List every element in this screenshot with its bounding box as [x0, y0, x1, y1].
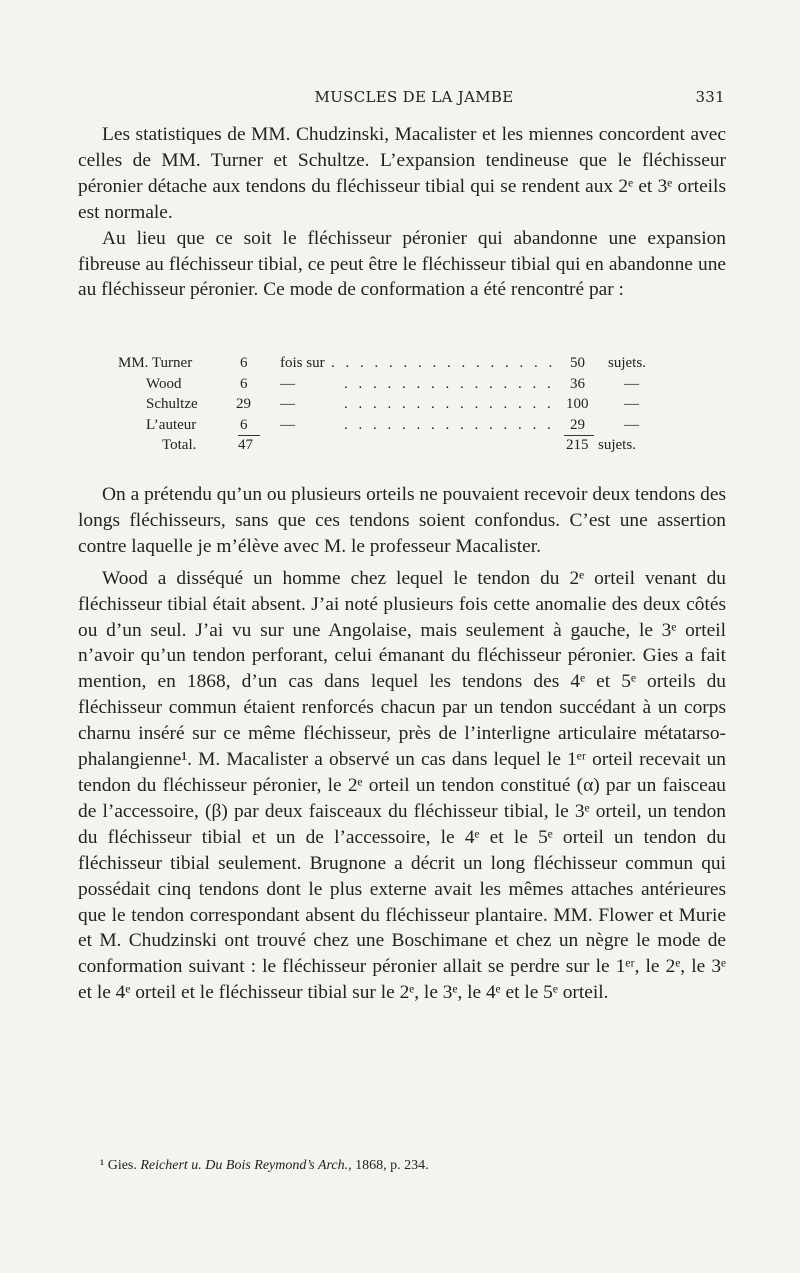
- row-subjects: 36: [570, 375, 585, 392]
- row-author: MM. Turner: [118, 355, 193, 371]
- row-label: —: [280, 396, 295, 412]
- table-row: [118, 376, 658, 397]
- table-row: [118, 355, 658, 376]
- row-label: fois sur: [280, 355, 325, 371]
- total-subjects: 215: [566, 437, 589, 453]
- row-leader-dots: . . . . . . . . . . . . . . .: [344, 375, 555, 392]
- row-unit: —: [624, 416, 639, 433]
- running-header: [103, 88, 725, 110]
- row-leader-dots: . . . . . . . . . . . . . . .: [344, 416, 555, 433]
- row-count: 29: [236, 396, 251, 412]
- total-label: Total.: [162, 437, 197, 453]
- row-unit: —: [624, 375, 639, 392]
- footnote-marker: ¹: [100, 1158, 105, 1173]
- row-leader-dots: . . . . . . . . . . . . . . . .: [331, 355, 556, 371]
- total-unit: sujets.: [598, 437, 636, 453]
- statistics-table: [118, 355, 658, 458]
- paragraph-statistics: Les statistiques de MM. Chudzinski, Macalister et les miennes concordent avec celles de MM. Turner et Schultze. L’expansion tendineuse que le fléchisseur péronier détache aux tendons du fléchisseur tibial qui se rendent aux 2ᵉ et 3ᵉ orteils est normale.: [78, 124, 726, 223]
- paragraph-assertion: On a prétendu qu’un ou plusieurs orteils ne pouvaient recevoir deux tendons des longs fléchisseurs, sans que ces tendons soient confondus. C’est une assertion contre laquelle je m’élève avec M. le professeur Macalister.: [78, 484, 726, 557]
- footnote: [100, 1158, 720, 1174]
- total-rule-count: [238, 435, 260, 436]
- table-row: [118, 417, 658, 438]
- footnote-details: , 1868, p. 234.: [348, 1158, 429, 1173]
- footnote-author: Gies.: [107, 1158, 137, 1173]
- footnote-source: Reichert u. Du Bois Reymond’s Arch.: [140, 1158, 349, 1173]
- row-subjects: 29: [570, 416, 585, 433]
- row-author: L’auteur: [146, 416, 197, 433]
- row-count: 6: [240, 416, 248, 433]
- running-title: MUSCLES DE LA JAMBE: [314, 88, 514, 106]
- body-text-top: [78, 122, 726, 303]
- row-count: 6: [240, 355, 248, 371]
- table-row: [118, 396, 658, 417]
- row-label: —: [280, 375, 295, 392]
- row-unit: —: [624, 396, 639, 412]
- row-label: —: [280, 416, 295, 433]
- table-total-row: [118, 437, 658, 458]
- row-author: Schultze: [146, 396, 198, 412]
- row-leader-dots: . . . . . . . . . . . . . . .: [344, 396, 555, 412]
- paragraph-conformation: Au lieu que ce soit le fléchisseur péronier qui abandonne une expansion fibreuse au fléchisseur tibial, ce peut être le fléchisseur tibial qui en abandonne une au fléchisseur péronier. Ce mode de conformation a été rencontré par :: [78, 227, 726, 301]
- page-number: 331: [695, 88, 725, 106]
- row-unit: sujets.: [608, 355, 646, 371]
- paragraph-cases: Wood a disséqué un homme chez lequel le tendon du 2ᵉ orteil venant du fléchisseur tibial était absent. J’ai noté plusieurs fois cette anomalie des deux côtés ou d’un seul. J’ai vu sur une Angolaise, mais seulement à gauche, le 3ᵉ orteil n’avoir qu’un tendon perforant, celui émanant du fléchisseur péronier. Gies a fait mention, en 1868, d’un cas dans lequel les tendons des 4ᵉ et 5ᵉ orteils du fléchisseur commun étaient renforcés chacun par un tendon succédant à un corps charnu inséré sur ce même fléchisseur, près de l’interligne articulaire métatarso-phalangienne¹. M. Macalister a observé un cas dans lequel le 1ᵉʳ orteil recevait un tendon du fléchisseur péronier, le 2ᵉ orteil un tendon constitué (α) par un faisceau de l’accessoire, (β) par deux faisceaux du fléchisseur tibial, le 3ᵉ orteil, un tendon du fléchisseur tibial et un de l’accessoire, le 4ᵉ et le 5ᵉ orteil un tendon du fléchisseur tibial seulement. Brugnone a décrit un long fléchisseur commun qui possédait cinq tendons dont le plus externe avait les mêmes attaches antérieures que le tendon correspondant absent du fléchisseur plantaire. MM. Flower et Murie et M. Chudzinski ont trouvé chez une Boschimane et chez un nègre le mode de conformation suivant : le fléchisseur péronier allait se perdre sur le 1ᵉʳ, le 2ᵉ, le 3ᵉ et le 4ᵉ orteil et le fléchisseur tibial sur le 2ᵉ, le 3ᵉ, le 4ᵉ et le 5ᵉ orteil.: [78, 567, 726, 1004]
- row-count: 6: [240, 375, 248, 392]
- body-text-bottom: [78, 482, 726, 1006]
- row-subjects: 50: [570, 355, 585, 371]
- total-count: 47: [238, 437, 253, 453]
- row-subjects: 100: [566, 396, 589, 412]
- total-rule-subjects: [564, 435, 594, 436]
- row-author: Wood: [146, 375, 182, 392]
